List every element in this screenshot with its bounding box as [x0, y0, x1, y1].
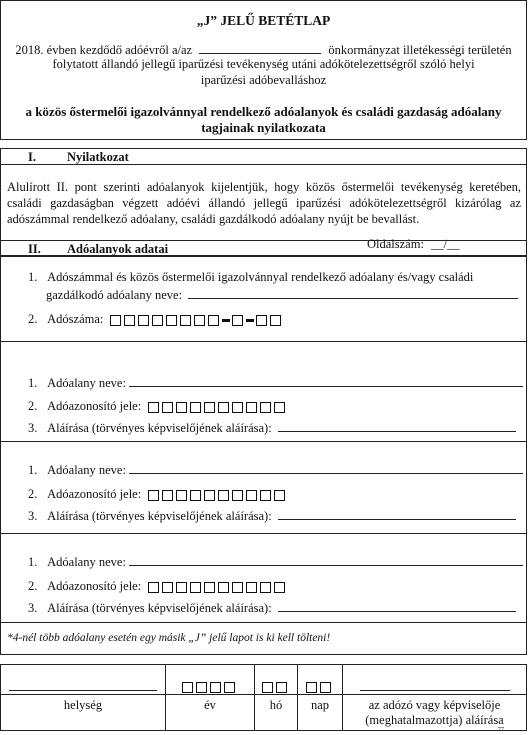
- divider: [1, 622, 526, 623]
- page-number-value[interactable]: __/__: [431, 237, 460, 251]
- digit-box[interactable]: [176, 490, 187, 501]
- section-1-title: Nyilatkozat: [67, 150, 129, 164]
- item-number: 2.: [28, 487, 38, 501]
- digit-box[interactable]: [274, 490, 285, 501]
- person-name-field[interactable]: [129, 553, 523, 566]
- place-label: helység: [1, 695, 166, 731]
- digit-box[interactable]: [148, 490, 159, 501]
- digit-box[interactable]: [260, 582, 271, 593]
- item-number: 1.: [28, 555, 38, 569]
- person-1-name-row: [28, 374, 523, 391]
- main-name-line-1: [28, 270, 473, 285]
- digit-box[interactable]: [138, 315, 149, 326]
- digit-box[interactable]: [194, 315, 205, 326]
- divider: [1, 441, 526, 442]
- digit-box[interactable]: [182, 682, 193, 693]
- date-signature-table: [0, 664, 527, 731]
- subtitle-line-2: tagjainak nyilatkozata: [201, 120, 326, 135]
- digit-box[interactable]: [152, 315, 163, 326]
- signature-cell[interactable]: [343, 665, 527, 695]
- digit-box[interactable]: [260, 402, 271, 413]
- digit-box[interactable]: [274, 402, 285, 413]
- section-taxpayers: [0, 240, 527, 655]
- digit-box[interactable]: [232, 490, 243, 501]
- signature-label-line-2: (meghatalmazottja) aláírása: [365, 713, 504, 727]
- digit-box[interactable]: [270, 315, 281, 326]
- person-name-label: Adóalany neve:: [47, 555, 126, 569]
- signature-label: Aláírása (törvényes képviselőjének aláírása):: [47, 421, 272, 435]
- signature-label: Aláírása (törvényes képviselőjének aláírása):: [47, 601, 272, 615]
- digit-box[interactable]: [208, 315, 219, 326]
- digit-box[interactable]: [166, 315, 177, 326]
- signature-label: Aláírása (törvényes képviselőjének aláírása):: [47, 509, 272, 523]
- tax-id-label: Adóazonosító jele:: [47, 399, 142, 413]
- section-1-number: I.: [28, 150, 36, 164]
- digit-box[interactable]: [162, 582, 173, 593]
- signature-field[interactable]: [278, 599, 516, 612]
- intro-text-b: önkormányzat illetékességi területén: [328, 43, 512, 57]
- signature-label-line-1: az adózó vagy képviselője: [368, 698, 501, 712]
- place-cell[interactable]: [1, 665, 166, 695]
- day-cell[interactable]: [298, 665, 343, 695]
- digit-box[interactable]: [224, 682, 235, 693]
- item-number: 1.: [28, 376, 38, 390]
- digit-box[interactable]: [162, 490, 173, 501]
- digit-box[interactable]: [246, 582, 257, 593]
- digit-box[interactable]: [232, 402, 243, 413]
- person-3-name-row: [28, 553, 523, 570]
- intro-line-2: folytatott állandó jellegű iparűzési tevékenység utáni adókötelezettségről szóló helyi: [52, 57, 475, 71]
- item-number: 3.: [28, 421, 38, 435]
- digit-box[interactable]: [262, 682, 273, 693]
- digit-box[interactable]: [124, 315, 135, 326]
- footnote: *4-nél több adóalany esetén egy másik „J” jelű lapot is ki kell tölteni!: [7, 632, 331, 644]
- digit-box[interactable]: [196, 682, 207, 693]
- section-2-title: Adóalanyok adatai: [67, 242, 169, 256]
- day-label: nap: [298, 695, 343, 731]
- item-number: 1.: [28, 270, 38, 284]
- digit-box[interactable]: [260, 490, 271, 501]
- person-3-id-row: [28, 579, 288, 594]
- digit-box[interactable]: [204, 582, 215, 593]
- digit-box[interactable]: [176, 402, 187, 413]
- year-label: év: [166, 695, 255, 731]
- digit-box[interactable]: [148, 582, 159, 593]
- item-number: 2.: [28, 579, 38, 593]
- intro-line-1: [1, 41, 526, 58]
- digit-box[interactable]: [110, 315, 121, 326]
- form-title: „J” JELŰ BETÉTLAP: [196, 13, 331, 28]
- person-name-field[interactable]: [129, 461, 523, 474]
- tax-id-boxes[interactable]: [148, 399, 288, 413]
- section-2-number: II.: [28, 242, 41, 256]
- item-number: 2.: [28, 312, 38, 326]
- intro-line-3: iparűzési adóbevalláshoz: [200, 73, 327, 87]
- page-number-label: Oldalszám:: [367, 237, 424, 251]
- signature-field[interactable]: [278, 507, 516, 520]
- digit-box[interactable]: [276, 682, 287, 693]
- signature-field[interactable]: [278, 419, 516, 432]
- section-1-header: [1, 149, 526, 165]
- tax-id-label: Adóazonosító jele:: [47, 487, 142, 501]
- digit-box[interactable]: [218, 490, 229, 501]
- main-name-label-2: gazdálkodó adóalany neve:: [46, 288, 183, 302]
- municipality-field[interactable]: [199, 41, 321, 54]
- divider: [1, 341, 526, 342]
- person-2-name-row: [28, 461, 523, 478]
- digit-box[interactable]: [306, 682, 317, 693]
- person-name-field[interactable]: [129, 374, 523, 387]
- taxpayer-signature-field[interactable]: [360, 678, 510, 691]
- digit-box[interactable]: [246, 490, 257, 501]
- digit-box[interactable]: [274, 582, 285, 593]
- tax-number-label: Adószáma:: [47, 312, 104, 326]
- place-field[interactable]: [9, 678, 157, 691]
- digit-box[interactable]: [162, 402, 173, 413]
- year-boxes[interactable]: [182, 679, 238, 693]
- divider: [1, 533, 526, 534]
- digit-box[interactable]: [176, 582, 187, 593]
- person-1-id-row: [28, 399, 288, 414]
- month-cell[interactable]: [255, 665, 298, 695]
- digit-box[interactable]: [190, 490, 201, 501]
- section-2-header: [1, 241, 526, 257]
- person-3-sign-row: [28, 599, 516, 616]
- year-cell[interactable]: [166, 665, 255, 695]
- person-name-label: Adóalany neve:: [47, 376, 126, 390]
- digit-box[interactable]: [246, 402, 257, 413]
- person-2-id-row: [28, 487, 288, 502]
- digit-box[interactable]: [148, 402, 159, 413]
- main-name-field[interactable]: [188, 286, 518, 299]
- tax-id-label: Adóazonosító jele:: [47, 579, 142, 593]
- digit-box[interactable]: [204, 402, 215, 413]
- person-name-label: Adóalany neve:: [47, 463, 126, 477]
- taxpayer-signature-label: [343, 695, 527, 731]
- digit-box[interactable]: [190, 402, 201, 413]
- main-name-line-2: [46, 286, 518, 303]
- item-number: 3.: [28, 601, 38, 615]
- month-label: hó: [255, 695, 298, 731]
- digit-box[interactable]: [180, 315, 191, 326]
- tax-id-boxes[interactable]: [148, 487, 288, 501]
- digit-box[interactable]: [218, 582, 229, 593]
- dash-separator: [246, 319, 254, 322]
- digit-box[interactable]: [210, 682, 221, 693]
- digit-box[interactable]: [232, 582, 243, 593]
- header-box: [0, 0, 527, 140]
- item-number: 2.: [28, 399, 38, 413]
- declaration-text: Alulírott II. pont szerinti adóalanyok kijelentjük, hogy közös őstermelői tevékenység keretében, családi gazdaságban végzett adóévi állandó jellegű iparűzési adókötelezettségről kizárólag az adószámmal rendelkező adóalany, családi gazdálkodó adóalany nyújt be bevallást.: [7, 180, 521, 226]
- digit-box[interactable]: [256, 315, 267, 326]
- main-tax-number-row: [28, 312, 284, 327]
- dash-separator: [222, 319, 230, 322]
- person-2-sign-row: [28, 507, 516, 524]
- tax-number-boxes[interactable]: [110, 312, 284, 326]
- tax-id-boxes[interactable]: [148, 579, 288, 593]
- item-number: 3.: [28, 509, 38, 523]
- digit-box[interactable]: [190, 582, 201, 593]
- intro-text-a: 2018. évben kezdődő adóévről a/az: [15, 43, 193, 57]
- page-mark: 77: [498, 727, 504, 733]
- digit-box[interactable]: [320, 682, 331, 693]
- digit-box[interactable]: [218, 402, 229, 413]
- main-name-label-1: Adószámmal és közös őstermelői igazolvánnyal rendelkező adóalany és/vagy családi: [47, 270, 474, 284]
- subtitle-line-1: a közös őstermelői igazolvánnyal rendelkező adóalanyok és családi gazdaság adóalany: [25, 104, 502, 119]
- item-number: 1.: [28, 463, 38, 477]
- digit-box[interactable]: [204, 490, 215, 501]
- person-1-sign-row: [28, 419, 516, 436]
- digit-box[interactable]: [232, 315, 243, 326]
